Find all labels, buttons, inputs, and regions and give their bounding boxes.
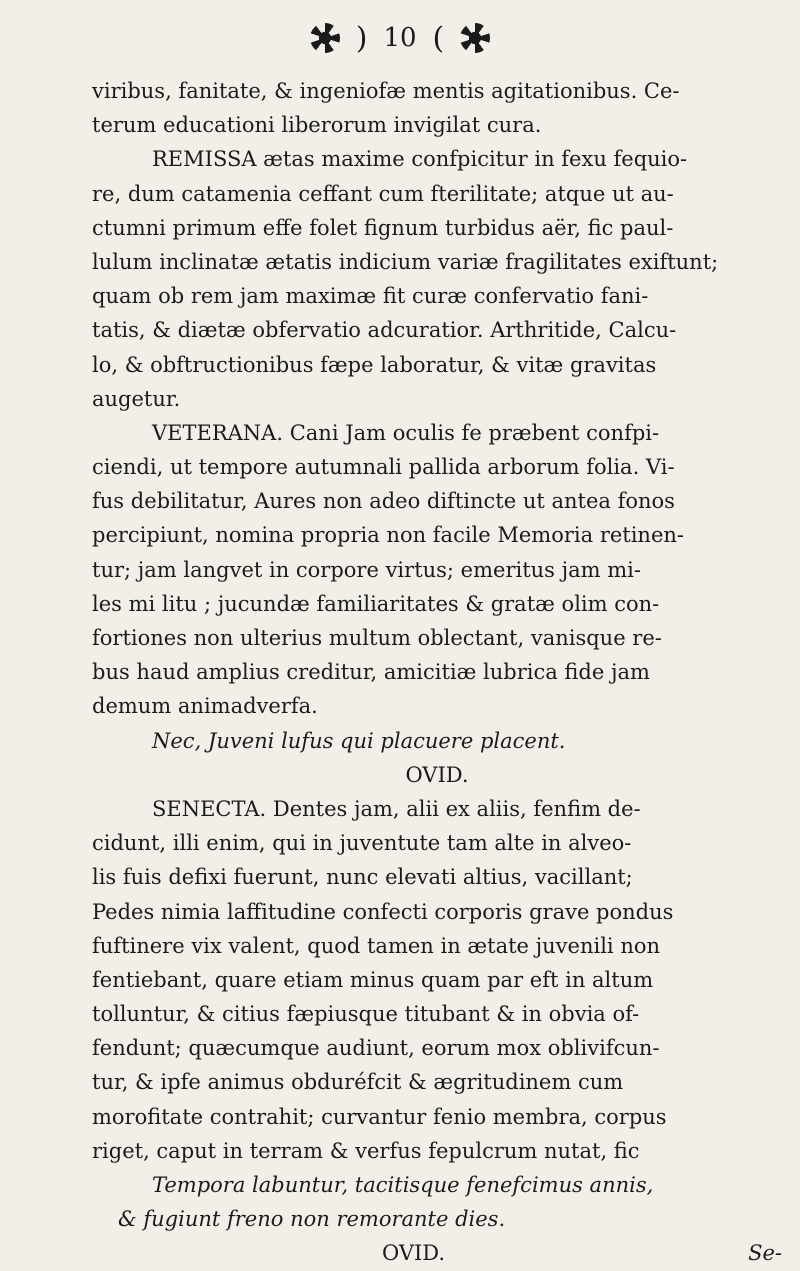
- text-line: fuftinere vix valent, quod tamen in ætate juvenili non: [92, 933, 661, 958]
- quotation-line: Tempora labuntur, tacitisque fenefcimus annis,: [152, 1173, 654, 1197]
- text-line: tur; jam langvet in corpore virtus; emeritus jam mi-: [92, 557, 641, 582]
- section-start-senecta: SENECTA. Dentes jam, alii ex aliis, fenfim de-: [152, 796, 641, 821]
- quotation-line: Nec, Juveni lufus qui placuere placent.: [152, 728, 566, 753]
- text-line: bus haud amplius creditur, amicitiæ lubrica fide jam: [92, 660, 650, 685]
- text-line: morofitate contrahit; curvantur fenio membra, corpus: [92, 1104, 667, 1129]
- section-start-remissa: REMISSA ætas maxime confpicitur in fexu fequio-: [152, 147, 688, 172]
- header-right-paren: (: [432, 20, 445, 56]
- catchword: Se-: [748, 1241, 782, 1266]
- text-line: viribus, fanitate, & ingeniofæ mentis agitationibus. Ce-: [92, 79, 680, 103]
- text-line: augetur.: [92, 386, 181, 411]
- left-ornament-icon: [310, 23, 340, 53]
- text-line: ctumni primum effe folet fignum turbidus aër, fic paul-: [92, 215, 674, 240]
- text-line: lo, & obftructionibus fæpe laboratur, & vitæ gravitas: [92, 352, 657, 377]
- quotation-line: & fugiunt freno non remorante dies.: [118, 1207, 506, 1232]
- text-line: percipiunt, nomina propria non facile Memoria retinen-: [92, 523, 685, 548]
- text-line: terum educationi liberorum invigilat cura.: [92, 113, 542, 138]
- text-line: riget, caput in terram & verfus fepulcrum nutat, fic: [92, 1138, 640, 1163]
- page-header: [0, 10, 800, 66]
- right-ornament-icon: [460, 23, 490, 53]
- text-line: tolluntur, & citius fæpiusque titubant & in obvia of-: [92, 1002, 640, 1027]
- header-left-paren: ): [355, 20, 368, 56]
- page-number: 10: [383, 23, 417, 53]
- body-text: [92, 74, 782, 1271]
- text-line: fortiones non ulterius multum oblectant, vanisque re-: [92, 626, 662, 650]
- text-line: ciendi, ut tempore autumnali pallida arborum folia. Vi-: [92, 455, 675, 480]
- attribution-ovid-2: OVID.: [382, 1241, 446, 1266]
- text-line: fentiebant, quare etiam minus quam par eft in altum: [92, 967, 654, 992]
- text-line: demum animadverfa.: [92, 694, 318, 719]
- text-line: cidunt, illi enim, qui in juventute tam alte in alveo-: [92, 831, 632, 856]
- text-line: tur, & ipfe animus obduréfcit & ægritudinem cum: [92, 1070, 624, 1095]
- text-line: les mi litu ; jucundæ familiaritates & gratæ olim con-: [92, 591, 660, 616]
- footer-line: [92, 1236, 782, 1270]
- attribution-ovid: OVID.: [405, 762, 469, 787]
- section-start-veterana: VETERANA. Cani Jam oculis fe præbent confpi-: [152, 420, 660, 445]
- text-line: fendunt; quæcumque audiunt, eorum mox oblivifcun-: [92, 1036, 660, 1061]
- text-line: fus debilitatur, Aures non adeo diftincte ut antea fonos: [92, 489, 675, 514]
- text-line: lis fuis defixi fuerunt, nunc elevati altius, vacillant;: [92, 865, 633, 890]
- text-line: tatis, & diætæ obfervatio adcuratior. Arthritide, Calcu-: [92, 318, 677, 343]
- text-line: quam ob rem jam maximæ fit curæ confervatio fani-: [92, 284, 649, 309]
- text-line: re, dum catamenia ceffant cum fterilitate; atque ut au-: [92, 181, 674, 206]
- text-line: lulum inclinatæ ætatis indicium variæ fragilitates exiftunt;: [92, 249, 719, 274]
- text-line: Pedes nimia laffitudine confecti corporis grave pondus: [92, 899, 674, 924]
